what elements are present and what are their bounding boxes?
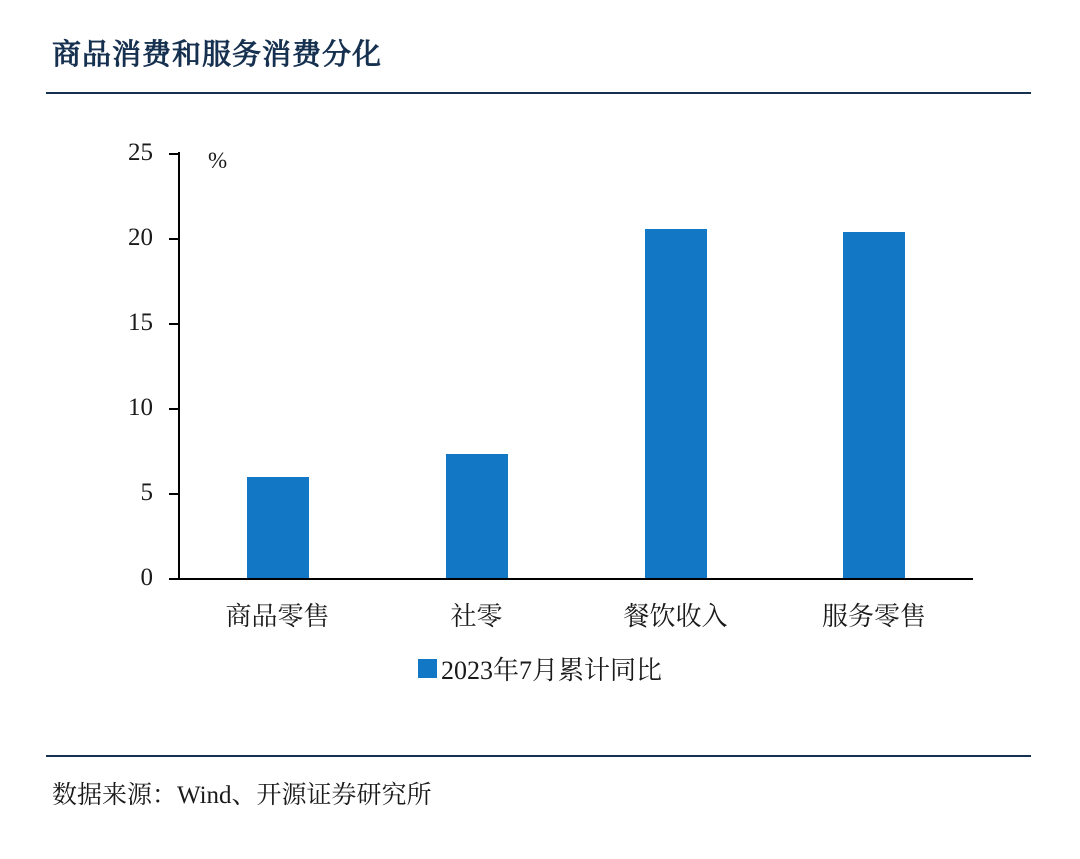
- title-divider: [46, 92, 1031, 94]
- x-tick-label-1: 社零: [450, 602, 503, 631]
- bar-series: [178, 152, 973, 631]
- y-tick-label-2: 10: [128, 394, 153, 421]
- y-tick-2: [128, 394, 178, 421]
- footer-divider: [46, 755, 1031, 757]
- y-tick-label-4: 20: [128, 224, 153, 251]
- legend-label: 2023年7月累计同比: [440, 656, 662, 685]
- x-axis-line: [178, 578, 973, 580]
- bar-slot-2: [576, 152, 775, 631]
- plot-area: [128, 139, 973, 631]
- y-axis-unit: %: [208, 148, 228, 173]
- bar-1[interactable]: [446, 454, 508, 578]
- legend-swatch-icon: [418, 659, 437, 678]
- bar-0[interactable]: [247, 477, 309, 578]
- y-tick-4: [128, 224, 178, 251]
- bar-slot-0: [178, 152, 377, 631]
- y-tick-1: [140, 479, 178, 506]
- page-title: 商品消费和服务消费分化: [52, 39, 383, 71]
- chart-legend: [0, 650, 1080, 687]
- x-tick-label-3: 服务零售: [821, 602, 926, 631]
- y-tick-3: [128, 309, 178, 336]
- bar-slot-3: [775, 152, 973, 631]
- bar-2[interactable]: [645, 229, 707, 578]
- source-note: 数据来源：Wind、开源证券研究所: [52, 782, 432, 809]
- y-tick-label-3: 15: [128, 309, 153, 336]
- bar-slot-1: [377, 152, 576, 631]
- x-tick-label-2: 餐饮收入: [623, 602, 728, 631]
- y-tick-label-5: 25: [128, 139, 153, 166]
- y-tick-0: [140, 564, 178, 591]
- y-tick-label-0: 0: [140, 564, 153, 591]
- y-tick-label-1: 5: [140, 479, 153, 506]
- bar-3[interactable]: [843, 232, 905, 578]
- x-tick-label-0: 商品零售: [225, 602, 330, 631]
- y-tick-5: [128, 139, 178, 166]
